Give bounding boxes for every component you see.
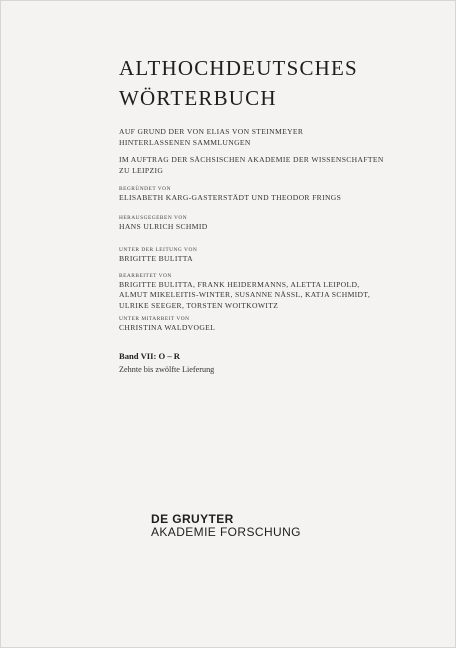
editor-name: HANS ULRICH SCHMID: [119, 221, 208, 231]
edited-line-3: ULRIKE SEEGER, TORSTEN WOITKOWITZ: [119, 300, 279, 310]
cover-text-block: [119, 53, 419, 376]
commission-line-1: IM AUFTRAG DER SÄCHSISCHEN AKADEMIE DER WISSENSCHAFTEN: [119, 155, 384, 164]
collab-label: UNTER MITARBEIT VON: [119, 316, 190, 322]
commission-line-2: ZU LEIPZIG: [119, 165, 164, 175]
collaborator-name: CHRISTINA WALDVOGEL: [119, 323, 216, 332]
edited-label: BEARBEITET VON: [119, 272, 172, 279]
delivery-label: Zehnte bis zwölfte Lieferung: [119, 364, 215, 374]
direction-label: UNTER DER LEITUNG VON: [119, 247, 198, 253]
basis-line-1: AUF GRUND DER VON ELIAS VON STEINMEYER: [119, 127, 304, 136]
basis-line-2: HINTERLASSENEN SAMMLUNGEN: [119, 137, 251, 147]
edited-line-2: ALMUT MIKELEITIS-WINTER, SUSANNE NÄSSL, KATJA SCHMIDT,: [119, 290, 371, 299]
edited-line-1: BRIGITTE BULITTA, FRANK HEIDERMANNS, ALETTA LEIPOLD,: [119, 279, 360, 289]
edited-names: [119, 280, 419, 312]
publisher-name: DE GRUYTER: [151, 512, 234, 526]
book-title-line-2: WÖRTERBUCH: [119, 86, 277, 110]
book-title: [119, 53, 419, 113]
publisher-logo: [151, 513, 301, 539]
book-title-line-1: ALTHOCHDEUTSCHES: [119, 56, 358, 80]
commission-note: [119, 155, 419, 176]
director-name: BRIGITTE BULITTA: [119, 254, 193, 263]
volume-label: Band VII: O – R: [119, 350, 180, 361]
basis-note: [119, 127, 419, 148]
editor-label: HERAUSGEGEBEN VON: [119, 214, 188, 221]
founded-label: BEGRÜNDET VON: [119, 186, 171, 192]
publisher-series: AKADEMIE FORSCHUNG: [151, 525, 301, 539]
founders-names: ELISABETH KARG-GASTERSTÄDT UND THEODOR FRINGS: [119, 193, 342, 202]
